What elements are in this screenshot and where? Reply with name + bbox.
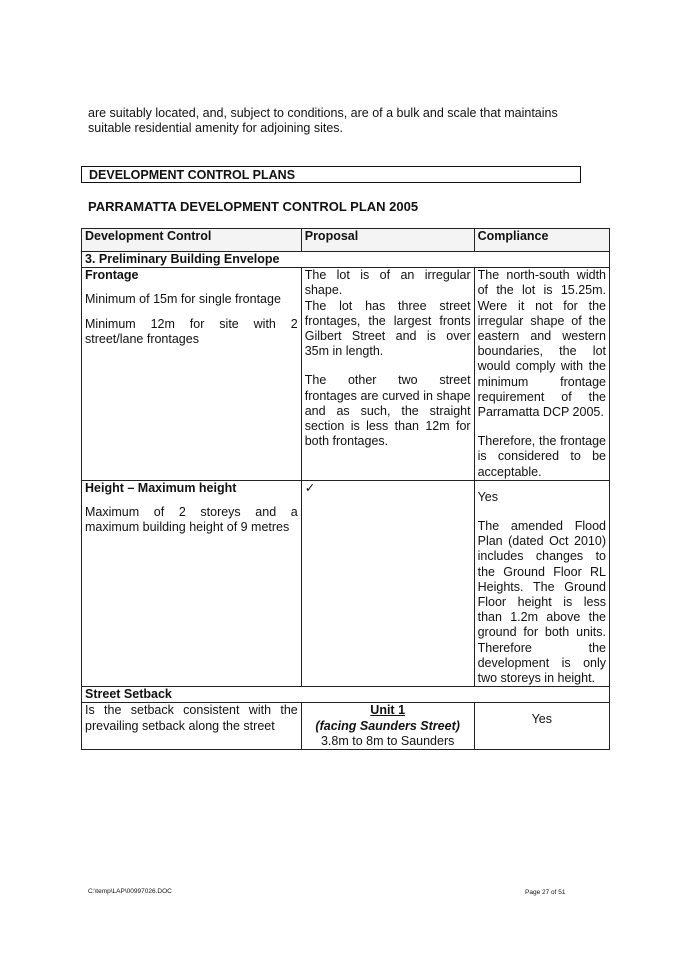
- table-section-row: [82, 252, 610, 268]
- intro-paragraph: are suitably located, and, subject to conditions, are of a bulk and scale that maintains suitable residential amenity for adjoining sites.: [88, 106, 558, 135]
- street-setback-title: Street Setback: [82, 687, 610, 703]
- frontage-compliance-cell: [474, 268, 609, 481]
- table-section-row: [82, 687, 610, 703]
- table-row: [82, 268, 610, 481]
- unit-title: Unit 1: [370, 703, 406, 718]
- unit-subtitle: (facing Saunders Street): [315, 718, 460, 733]
- dcp-compliance-table: [81, 228, 610, 750]
- table-row: [82, 703, 610, 750]
- table-header-row: [82, 229, 610, 252]
- frontage-control-2: Minimum 12m for site with 2 street/lane frontages: [85, 316, 298, 346]
- section-label: 3. Preliminary Building Envelope: [82, 252, 610, 268]
- frontage-control-1: Minimum of 15m for single frontage: [85, 292, 281, 307]
- frontage-compliance-2: Therefore, the frontage is considered to be acceptable.: [477, 434, 606, 479]
- table-row: [82, 480, 610, 686]
- height-proposal-cell: [301, 480, 474, 686]
- setback-compliance-cell: [474, 703, 609, 750]
- height-control-cell: [82, 480, 302, 686]
- footer-page-number: Page 27 of 51: [525, 889, 566, 896]
- frontage-proposal-2: The lot has three street frontages, the largest fronts Gilbert Street and is over 35m in length.: [304, 298, 471, 359]
- header-proposal: Proposal: [301, 229, 474, 252]
- setback-proposal-cell: [301, 703, 474, 750]
- frontage-proposal-cell: [301, 268, 474, 481]
- height-compliance-cell: [474, 480, 609, 686]
- setback-compliance: Yes: [531, 712, 552, 727]
- section-heading-box: DEVELOPMENT CONTROL PLANS: [81, 166, 581, 183]
- frontage-title: Frontage: [85, 268, 139, 283]
- setback-control-cell: [82, 703, 302, 750]
- height-compliance-2: The amended Flood Plan (dated Oct 2010) includes changes to the Ground Floor RL Heights. The Ground Floor height is less than 1.2m above the ground for both units. Therefore the development is only two storeys in height.: [477, 519, 606, 686]
- setback-control: Is the setback consistent with the prevailing setback along the street: [85, 703, 298, 733]
- frontage-compliance-1: The north-south width of the lot is 15.25m. Were it not for the irregular shape of the eastern and western boundaries, the lot would comply with the minimum frontage requirement of the Parramatta DCP 2005.: [477, 268, 606, 420]
- frontage-proposal-3: The other two street frontages are curved in shape and as such, the straight section is less than 12m for both frontages.: [304, 373, 471, 449]
- frontage-control-cell: [82, 268, 302, 481]
- header-development-control: Development Control: [82, 229, 302, 252]
- unit-setback-text: 3.8m to 8m to Saunders: [320, 733, 455, 748]
- tick-mark-icon: ✓: [304, 480, 316, 495]
- footer-file-path: C:\temp\LAP\00997026.DOC: [88, 888, 172, 895]
- height-compliance-1: Yes: [477, 489, 499, 504]
- plan-title: PARRAMATTA DEVELOPMENT CONTROL PLAN 2005: [88, 199, 419, 214]
- header-compliance: Compliance: [474, 229, 609, 252]
- frontage-proposal-1: The lot is of an irregular shape.: [304, 268, 471, 298]
- height-control: Maximum of 2 storeys and a maximum building height of 9 metres: [85, 505, 298, 535]
- height-title: Height – Maximum height: [85, 480, 237, 495]
